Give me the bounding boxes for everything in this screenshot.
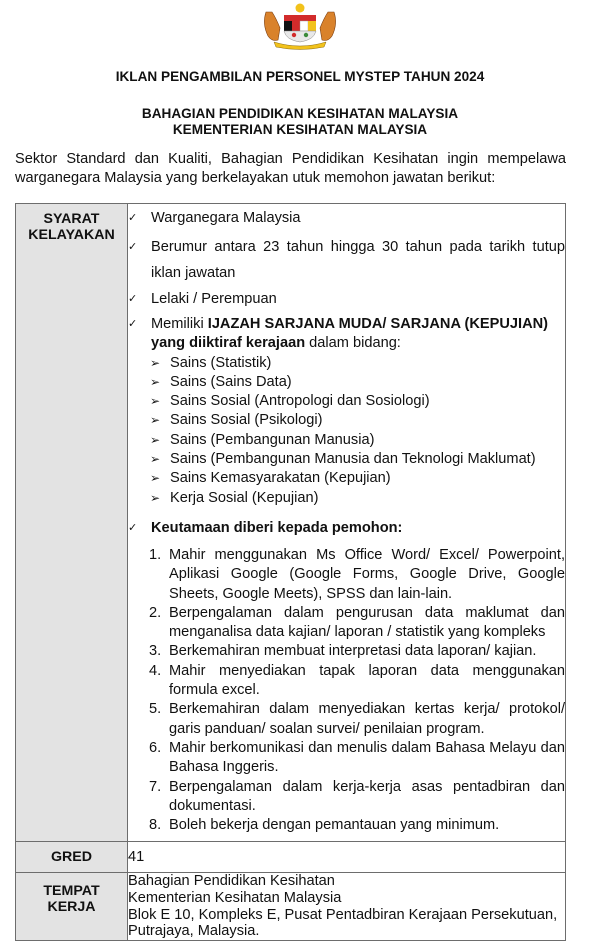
address-line: Blok E 10, Kompleks E, Pusat Pentadbiran Kerajaan Persekutuan, — [128, 906, 558, 923]
priority-heading: Keutamaan diberi kepada pemohon: — [151, 519, 403, 536]
priority-text: Berkemahiran membuat interpretasi data laporan/ kajian. — [169, 643, 537, 660]
degree-prefix: Memiliki — [151, 316, 208, 332]
organization-heading — [0, 106, 600, 138]
requirement-item — [128, 286, 565, 312]
degree-field-text: Sains Sosial (Antropologi dan Sosiologi) — [170, 393, 430, 410]
priority-item — [128, 642, 565, 661]
check-icon: ✓ — [128, 521, 138, 534]
degree-field-text: Sains (Statistik) — [170, 354, 272, 371]
degree-bold: IJAZAH SARJANA MUDA/ SARJANA (KEPUJIAN) yang diiktiraf kerajaan — [151, 316, 549, 352]
priority-number: 6. — [149, 739, 162, 756]
arrow-bullet-icon: ➢ — [150, 432, 161, 447]
degree-field-item — [128, 354, 565, 373]
arrow-bullet-icon: ➢ — [150, 471, 161, 486]
tempat-label-line-2: KERJA — [47, 899, 96, 916]
organization-line-1: BAHAGIAN PENDIDIKAN KESIHATAN MALAYSIA — [141, 106, 459, 121]
priority-item — [128, 662, 565, 701]
tempat-row — [16, 873, 566, 940]
arrow-bullet-icon: ➢ — [150, 355, 161, 370]
priority-text: Berpengalaman dalam kerja-kerja asas pentadbiran dan dokumentasi. — [169, 778, 565, 814]
degree-field-text: Kerja Sosial (Kepujian) — [170, 489, 319, 506]
degree-field-list — [128, 354, 565, 508]
degree-field-text: Sains (Sains Data) — [170, 373, 292, 390]
requirement-item — [128, 209, 565, 228]
intro-paragraph: Sektor Standard dan Kualiti, Bahagian Pendidikan Kesihatan ingin mempelawa warganegara Malaysia yang berkelayakan utuk memohon jawatan berikut: — [15, 151, 566, 186]
priority-item — [128, 546, 565, 604]
degree-suffix: dalam bidang: — [305, 335, 401, 352]
priority-number: 5. — [149, 701, 162, 718]
check-icon: ✓ — [128, 318, 138, 330]
degree-field-item — [128, 392, 565, 411]
priority-text: Berkemahiran dalam menyediakan kertas kerja/ protokol/ garis panduan/ soalan survei/ penilaian program. — [169, 701, 565, 737]
requirement-text: Warganegara Malaysia — [151, 210, 301, 226]
check-icon: ✓ — [128, 293, 138, 305]
requirements-table — [15, 203, 566, 941]
syarat-label — [16, 204, 128, 842]
requirement-item — [128, 234, 565, 286]
gred-label: GRED — [16, 842, 128, 873]
degree-field-item — [128, 373, 565, 392]
priority-item — [128, 778, 565, 817]
degree-field-item — [128, 411, 565, 430]
address-line: Bahagian Pendidikan Kesihatan — [128, 873, 335, 890]
degree-field-item — [128, 450, 565, 469]
priority-list — [128, 546, 565, 835]
priority-number: 8. — [149, 817, 162, 834]
priority-text: Boleh bekerja dengan pemantauan yang minimum. — [169, 817, 500, 834]
arrow-bullet-icon: ➢ — [150, 394, 161, 409]
syarat-content — [128, 204, 566, 842]
organization-line-2: KEMENTERIAN KESIHATAN MALAYSIA — [172, 122, 428, 137]
check-icon: ✓ — [128, 241, 138, 253]
priority-text: Berpengalaman dalam pengurusan data maklumat dan menganalisa data kajian/ laporan / statistik yang kompleks — [169, 604, 565, 641]
address-line: Kementerian Kesihatan Malaysia — [128, 890, 342, 907]
priority-text: Mahir menyediakan tapak laporan data menggunakan formula excel. — [169, 662, 565, 699]
degree-field-item — [128, 469, 565, 488]
syarat-label-line-1: SYARAT — [43, 211, 100, 227]
arrow-bullet-icon: ➢ — [150, 413, 161, 428]
priority-number: 3. — [149, 643, 162, 660]
degree-field-text: Sains (Pembangunan Manusia) — [170, 431, 375, 448]
priority-number: 7. — [149, 778, 162, 795]
priority-item — [128, 739, 565, 778]
degree-field-item — [128, 431, 565, 450]
priority-item — [128, 604, 565, 643]
priority-text: Mahir berkomunikasi dan menulis dalam Bahasa Melayu dan Bahasa Inggeris. — [169, 739, 565, 776]
degree-text — [151, 315, 565, 354]
degree-field-text: Sains Kemasyarakatan (Kepujian) — [170, 470, 391, 487]
syarat-label-line-2: KELAYAKAN — [28, 227, 115, 243]
priority-heading-row — [128, 519, 565, 538]
arrow-bullet-icon: ➢ — [150, 490, 161, 505]
degree-field-item — [128, 489, 565, 508]
priority-number: 2. — [149, 604, 162, 621]
address-line: Putrajaya, Malaysia. — [128, 923, 260, 940]
advert-title: IKLAN PENGAMBILAN PERSONEL MYSTEP TAHUN 2024 — [115, 69, 485, 84]
gred-value: 41 — [128, 842, 566, 873]
gred-row — [16, 842, 566, 873]
requirement-text: Berumur antara 23 tahun hingga 30 tahun pada tarikh tutup iklan jawatan — [151, 239, 565, 281]
degree-field-text: Sains (Pembangunan Manusia dan Teknologi Maklumat) — [170, 451, 536, 468]
degree-field-text: Sains Sosial (Psikologi) — [170, 412, 323, 429]
priority-item — [128, 816, 565, 835]
check-icon: ✓ — [128, 212, 138, 224]
tempat-label-line-1: TEMPAT — [43, 883, 100, 900]
arrow-bullet-icon: ➢ — [150, 374, 161, 389]
priority-number: 4. — [149, 662, 162, 679]
priority-item — [128, 700, 565, 739]
priority-text: Mahir menggunakan Ms Office Word/ Excel/ Powerpoint, Aplikasi Google (Google Forms, Google Drive, Google Sheets, Google Meets), SPSS dan lain-lain. — [169, 546, 565, 602]
priority-number: 1. — [149, 546, 162, 563]
malaysia-crest-logo — [258, 2, 342, 50]
tempat-label — [16, 873, 128, 940]
arrow-bullet-icon: ➢ — [150, 452, 161, 467]
degree-requirement — [128, 315, 565, 354]
tempat-content — [128, 873, 566, 940]
syarat-row — [16, 204, 566, 842]
requirement-text: Lelaki / Perempuan — [151, 291, 277, 307]
